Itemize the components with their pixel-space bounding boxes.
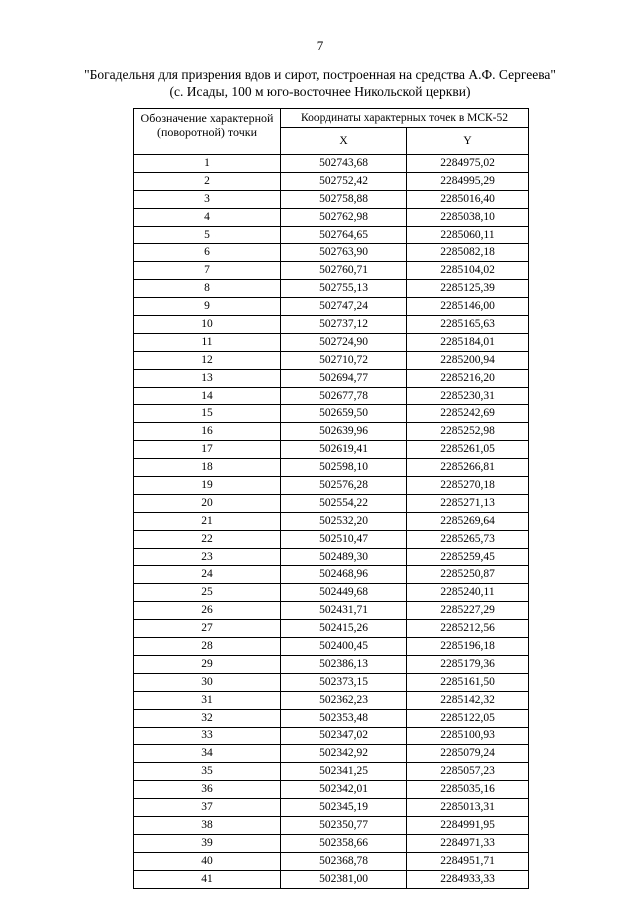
title-line-1: "Богадельня для призрения вдов и сирот, построенная на средства А.Ф. Сергеева"	[84, 67, 556, 82]
y-coordinate-cell: 2285259,45	[407, 548, 529, 566]
table-row	[134, 172, 529, 190]
y-coordinate-cell: 2285016,40	[407, 190, 529, 208]
point-number-cell: 32	[134, 709, 281, 727]
x-coordinate-cell: 502747,24	[281, 298, 407, 316]
table-row	[134, 548, 529, 566]
point-number-cell: 25	[134, 584, 281, 602]
table-body	[134, 155, 529, 889]
table-row	[134, 566, 529, 584]
table-row	[134, 494, 529, 512]
y-coordinate-cell: 2284951,71	[407, 852, 529, 870]
point-number-cell: 30	[134, 673, 281, 691]
point-number-cell: 35	[134, 763, 281, 781]
y-coordinate-cell: 2285179,36	[407, 655, 529, 673]
x-coordinate-cell: 502639,96	[281, 423, 407, 441]
table-row	[134, 226, 529, 244]
x-coordinate-cell: 502358,66	[281, 834, 407, 852]
x-coordinate-cell: 502489,30	[281, 548, 407, 566]
point-number-cell: 38	[134, 816, 281, 834]
point-number-cell: 34	[134, 745, 281, 763]
point-number-cell: 9	[134, 298, 281, 316]
y-coordinate-cell: 2285184,01	[407, 333, 529, 351]
x-coordinate-cell: 502743,68	[281, 155, 407, 173]
y-coordinate-cell: 2285100,93	[407, 727, 529, 745]
point-number-cell: 4	[134, 208, 281, 226]
page-number: 7	[316, 38, 324, 53]
table-row	[134, 852, 529, 870]
y-coordinate-cell: 2285079,24	[407, 745, 529, 763]
y-coordinate-cell: 2285269,64	[407, 512, 529, 530]
y-coordinate-cell: 2285230,31	[407, 387, 529, 405]
header-y: Y	[407, 128, 529, 155]
table-row	[134, 351, 529, 369]
x-coordinate-cell: 502554,22	[281, 494, 407, 512]
point-number-cell: 13	[134, 369, 281, 387]
x-coordinate-cell: 502576,28	[281, 477, 407, 495]
y-coordinate-cell: 2285122,05	[407, 709, 529, 727]
table-row	[134, 602, 529, 620]
point-number-cell: 8	[134, 280, 281, 298]
x-coordinate-cell: 502760,71	[281, 262, 407, 280]
table-row	[134, 369, 529, 387]
point-number-cell: 3	[134, 190, 281, 208]
y-coordinate-cell: 2285265,73	[407, 530, 529, 548]
table-row	[134, 870, 529, 888]
x-coordinate-cell: 502415,26	[281, 620, 407, 638]
point-number-cell: 1	[134, 155, 281, 173]
y-coordinate-cell: 2285266,81	[407, 459, 529, 477]
point-number-cell: 21	[134, 512, 281, 530]
x-coordinate-cell: 502468,96	[281, 566, 407, 584]
y-coordinate-cell: 2285271,13	[407, 494, 529, 512]
y-coordinate-cell: 2285252,98	[407, 423, 529, 441]
y-coordinate-cell: 2285212,56	[407, 620, 529, 638]
point-number-cell: 14	[134, 387, 281, 405]
y-coordinate-cell: 2284971,33	[407, 834, 529, 852]
x-coordinate-cell: 502362,23	[281, 691, 407, 709]
x-coordinate-cell: 502381,00	[281, 870, 407, 888]
table-row	[134, 834, 529, 852]
table-row	[134, 638, 529, 656]
table-row	[134, 673, 529, 691]
table-row	[134, 405, 529, 423]
point-number-cell: 19	[134, 477, 281, 495]
x-coordinate-cell: 502431,71	[281, 602, 407, 620]
table-row	[134, 620, 529, 638]
point-number-cell: 5	[134, 226, 281, 244]
table-row	[134, 423, 529, 441]
x-coordinate-cell: 502400,45	[281, 638, 407, 656]
coordinates-table	[133, 108, 529, 889]
table-row	[134, 387, 529, 405]
table-row	[134, 781, 529, 799]
y-coordinate-cell: 2285013,31	[407, 799, 529, 817]
y-coordinate-cell: 2285227,29	[407, 602, 529, 620]
table-row	[134, 816, 529, 834]
table-row	[134, 262, 529, 280]
x-coordinate-cell: 502659,50	[281, 405, 407, 423]
y-coordinate-cell: 2285270,18	[407, 477, 529, 495]
x-coordinate-cell: 502677,78	[281, 387, 407, 405]
y-coordinate-cell: 2285142,32	[407, 691, 529, 709]
table-row	[134, 208, 529, 226]
y-coordinate-cell: 2285146,00	[407, 298, 529, 316]
x-coordinate-cell: 502353,48	[281, 709, 407, 727]
x-coordinate-cell: 502386,13	[281, 655, 407, 673]
point-number-cell: 6	[134, 244, 281, 262]
point-number-cell: 41	[134, 870, 281, 888]
x-coordinate-cell: 502368,78	[281, 852, 407, 870]
x-coordinate-cell: 502510,47	[281, 530, 407, 548]
x-coordinate-cell: 502342,92	[281, 745, 407, 763]
y-coordinate-cell: 2285165,63	[407, 316, 529, 334]
point-number-cell: 27	[134, 620, 281, 638]
x-coordinate-cell: 502598,10	[281, 459, 407, 477]
y-coordinate-cell: 2285261,05	[407, 441, 529, 459]
x-coordinate-cell: 502350,77	[281, 816, 407, 834]
y-coordinate-cell: 2285200,94	[407, 351, 529, 369]
table-row	[134, 477, 529, 495]
table-row	[134, 459, 529, 477]
table-row	[134, 655, 529, 673]
x-coordinate-cell: 502737,12	[281, 316, 407, 334]
point-number-cell: 29	[134, 655, 281, 673]
x-coordinate-cell: 502764,65	[281, 226, 407, 244]
x-coordinate-cell: 502449,68	[281, 584, 407, 602]
point-number-cell: 11	[134, 333, 281, 351]
y-coordinate-cell: 2284995,29	[407, 172, 529, 190]
x-coordinate-cell: 502758,88	[281, 190, 407, 208]
point-number-cell: 36	[134, 781, 281, 799]
x-coordinate-cell: 502710,72	[281, 351, 407, 369]
x-coordinate-cell: 502347,02	[281, 727, 407, 745]
table-row	[134, 745, 529, 763]
table-row	[134, 441, 529, 459]
y-coordinate-cell: 2285125,39	[407, 280, 529, 298]
point-number-cell: 33	[134, 727, 281, 745]
table-row	[134, 298, 529, 316]
point-number-cell: 24	[134, 566, 281, 584]
y-coordinate-cell: 2284933,33	[407, 870, 529, 888]
y-coordinate-cell: 2285038,10	[407, 208, 529, 226]
x-coordinate-cell: 502342,01	[281, 781, 407, 799]
table-row	[134, 584, 529, 602]
y-coordinate-cell: 2285161,50	[407, 673, 529, 691]
point-number-cell: 7	[134, 262, 281, 280]
x-coordinate-cell: 502373,15	[281, 673, 407, 691]
table-row	[134, 799, 529, 817]
x-coordinate-cell: 502341,25	[281, 763, 407, 781]
y-coordinate-cell: 2285216,20	[407, 369, 529, 387]
point-number-cell: 40	[134, 852, 281, 870]
document-title	[0, 66, 640, 100]
point-number-cell: 10	[134, 316, 281, 334]
header-coordinates: Координаты характерных точек в МСК-52	[281, 109, 529, 128]
table-row	[134, 512, 529, 530]
y-coordinate-cell: 2285250,87	[407, 566, 529, 584]
point-number-cell: 12	[134, 351, 281, 369]
x-coordinate-cell: 502345,19	[281, 799, 407, 817]
point-number-cell: 2	[134, 172, 281, 190]
x-coordinate-cell: 502752,42	[281, 172, 407, 190]
table-row	[134, 190, 529, 208]
y-coordinate-cell: 2285035,16	[407, 781, 529, 799]
table-row	[134, 709, 529, 727]
point-number-cell: 37	[134, 799, 281, 817]
title-line-2: (с. Исады, 100 м юго-восточнее Никольской церкви)	[169, 84, 471, 99]
table-row	[134, 244, 529, 262]
x-coordinate-cell: 502755,13	[281, 280, 407, 298]
table-row	[134, 316, 529, 334]
point-number-cell: 16	[134, 423, 281, 441]
y-coordinate-cell: 2285060,11	[407, 226, 529, 244]
table-row	[134, 280, 529, 298]
header-x: X	[281, 128, 407, 155]
point-number-cell: 28	[134, 638, 281, 656]
x-coordinate-cell: 502763,90	[281, 244, 407, 262]
point-number-cell: 39	[134, 834, 281, 852]
y-coordinate-cell: 2285104,02	[407, 262, 529, 280]
point-number-cell: 22	[134, 530, 281, 548]
point-number-cell: 15	[134, 405, 281, 423]
x-coordinate-cell: 502694,77	[281, 369, 407, 387]
y-coordinate-cell: 2284975,02	[407, 155, 529, 173]
point-number-cell: 23	[134, 548, 281, 566]
y-coordinate-cell: 2284991,95	[407, 816, 529, 834]
x-coordinate-cell: 502619,41	[281, 441, 407, 459]
point-number-cell: 17	[134, 441, 281, 459]
point-number-cell: 20	[134, 494, 281, 512]
table-row	[134, 530, 529, 548]
y-coordinate-cell: 2285242,69	[407, 405, 529, 423]
y-coordinate-cell: 2285057,23	[407, 763, 529, 781]
y-coordinate-cell: 2285196,18	[407, 638, 529, 656]
x-coordinate-cell: 502532,20	[281, 512, 407, 530]
x-coordinate-cell: 502762,98	[281, 208, 407, 226]
table-row	[134, 763, 529, 781]
point-number-cell: 26	[134, 602, 281, 620]
y-coordinate-cell: 2285240,11	[407, 584, 529, 602]
point-number-cell: 31	[134, 691, 281, 709]
table-row	[134, 155, 529, 173]
table-row	[134, 727, 529, 745]
header-designation: Обозначение характерной (поворотной) точки	[134, 109, 281, 155]
x-coordinate-cell: 502724,90	[281, 333, 407, 351]
table-row	[134, 691, 529, 709]
y-coordinate-cell: 2285082,18	[407, 244, 529, 262]
point-number-cell: 18	[134, 459, 281, 477]
table-row	[134, 333, 529, 351]
